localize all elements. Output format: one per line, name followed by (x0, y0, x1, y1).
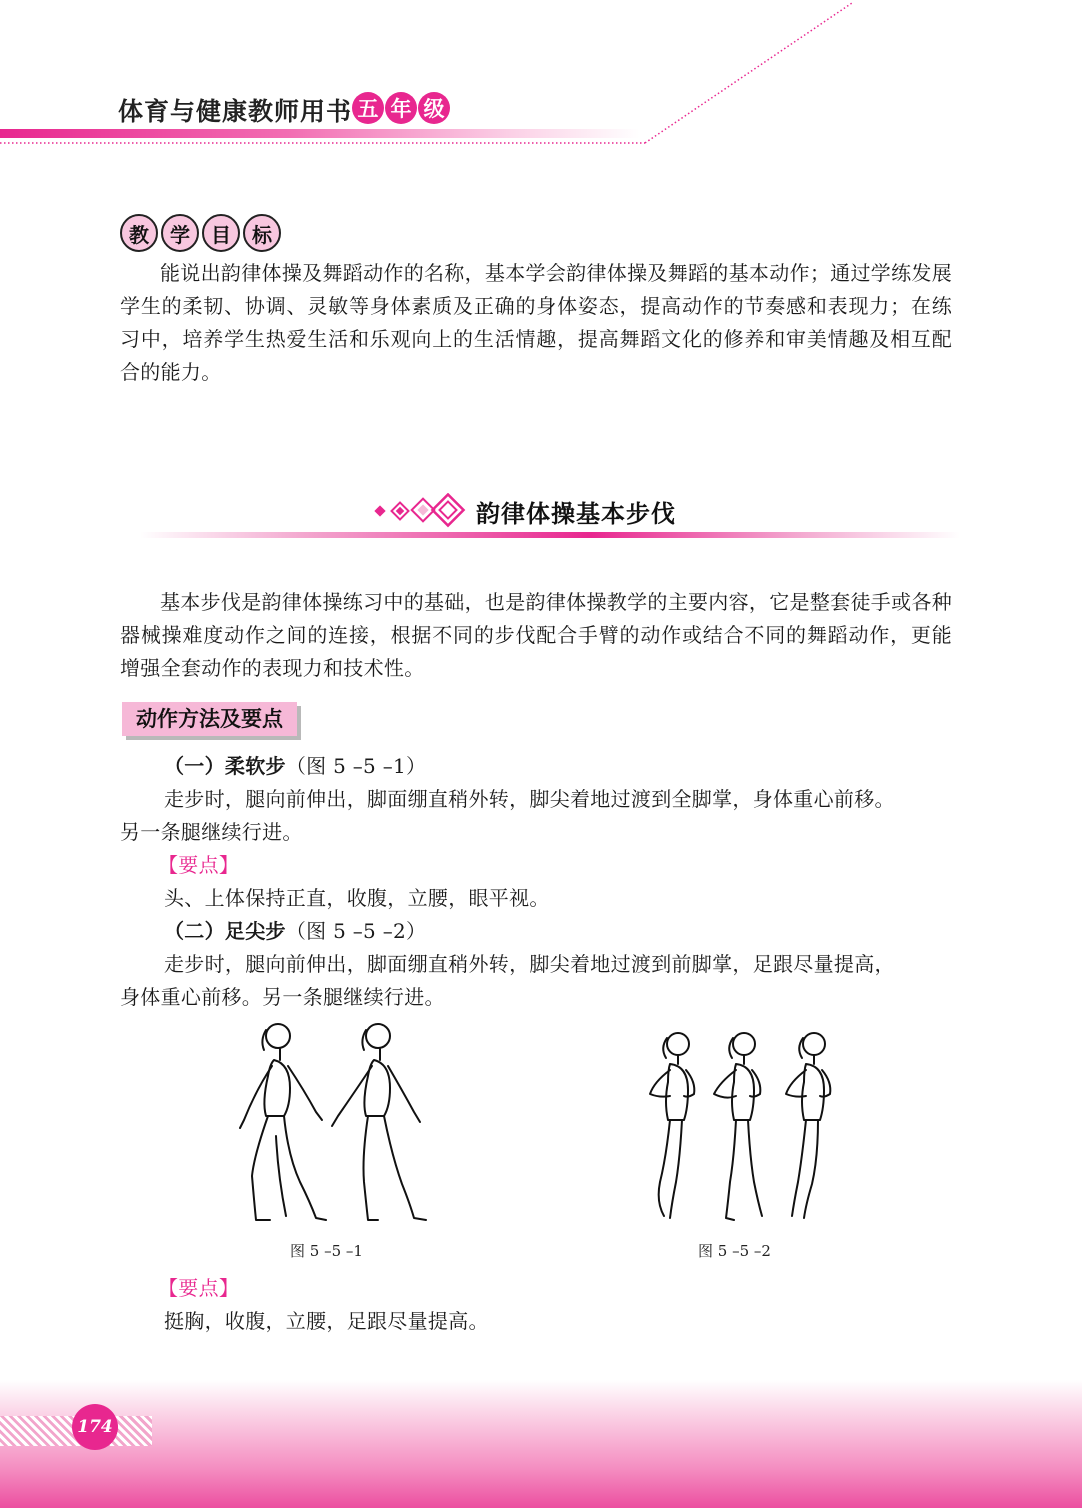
figure1-caption: 图 5 –5 –1 (290, 1242, 363, 1260)
section-underline (140, 532, 960, 538)
item2-fig-ref: （图 5 –5 –2） (285, 919, 427, 943)
tiptoe-step-figure (640, 1022, 840, 1226)
method-label-box: 动作方法及要点 (122, 702, 297, 736)
item1-body-line: 走步时，腿向前伸出，脚面绷直稍外转，脚尖着地过渡到全脚掌，身体重心前移。 (164, 787, 895, 811)
goal-char: 学 (161, 214, 199, 252)
section-heading: 韵律体操基本步伐 (476, 500, 676, 528)
item1-title-line (164, 750, 426, 783)
item1-keypoint-label: 【要点】 (158, 853, 240, 877)
item1-fig-ref: （图 5 –5 –1） (285, 754, 427, 778)
item2-title-line (164, 915, 426, 948)
item2-keypoint-text: 挺胸，收腹，立腰，足跟尽量提高。 (164, 1309, 489, 1333)
walking-figure (240, 1024, 326, 1220)
item2-body-line: 走步时，腿向前伸出，脚面绷直稍外转，脚尖着地过渡到前脚掌，足跟尽量提高， (164, 952, 895, 976)
walking-figure (332, 1024, 426, 1220)
item1-keypoint-text: 头、上体保持正直，收腹，立腰，眼平视。 (164, 886, 550, 910)
item2-keypoint-label: 【要点】 (158, 1276, 240, 1300)
book-title: 体育与健康教师用书 (118, 97, 353, 126)
section-intro-paragraph: 基本步伐是韵律体操练习中的基础，也是韵律体操教学的主要内容，它是整套徒手或各种器械操难度动作之间的连接，根据不同的步伐配合手臂的动作或结合不同的舞蹈动作，更能增强全套动作的表现力和技术性。 (120, 590, 952, 680)
goal-char: 教 (120, 214, 158, 252)
soft-step-figure (230, 1016, 440, 1226)
page-number: 174 (72, 1404, 118, 1450)
goal-char: 标 (243, 214, 281, 252)
teaching-goal-badge (120, 214, 281, 252)
header-bar (0, 129, 640, 138)
figure2-caption: 图 5 –5 –2 (698, 1242, 771, 1260)
item1-title: （一）柔软步 (164, 754, 286, 778)
tiptoe-figure (714, 1033, 762, 1220)
item1-body-line: 另一条腿继续行进。 (120, 820, 303, 844)
tiptoe-figure (650, 1033, 694, 1218)
item2-body-line: 身体重心前移。另一条腿继续行进。 (120, 985, 445, 1009)
grade-char: 级 (418, 92, 450, 124)
item2-title: （二）足尖步 (164, 919, 286, 943)
tiptoe-figure (786, 1033, 830, 1218)
footer-band (0, 1380, 1082, 1508)
diamond-ornament-icon (372, 493, 468, 529)
goal-char: 目 (202, 214, 240, 252)
grade-char: 年 (385, 92, 417, 124)
teaching-goal-paragraph: 能说出韵律体操及舞蹈动作的名称，基本学会韵律体操及舞蹈的基本动作；通过学练发展学生的柔韧、协调、灵敏等身体素质及正确的身体姿态，提高动作的节奏感和表现力；在练习中，培养学生热爱生活和乐观向上的生活情趣，提高舞蹈文化的修养和审美情趣及相互配合的能力。 (120, 261, 952, 384)
grade-char: 五 (352, 92, 384, 124)
grade-badge (352, 92, 450, 124)
